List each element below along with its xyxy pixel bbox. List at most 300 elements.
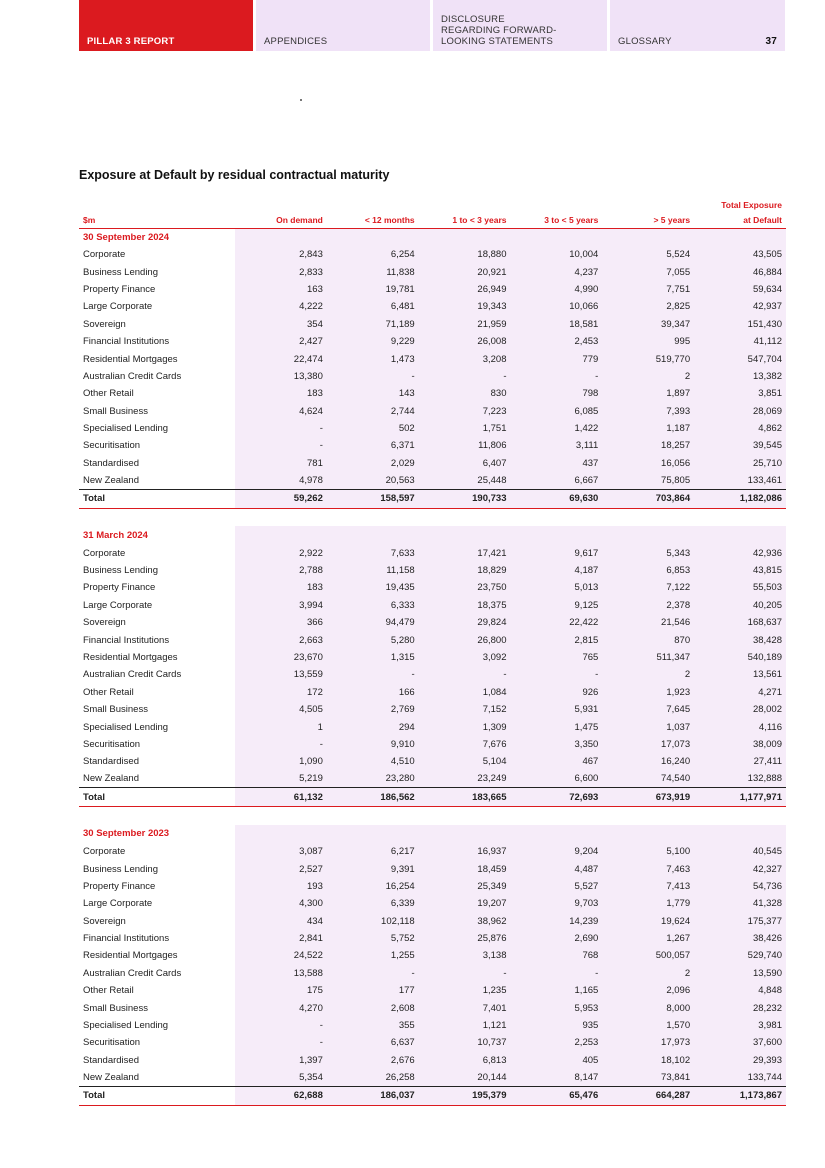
cell-value: 2,527 — [299, 863, 323, 875]
table-row — [79, 878, 786, 895]
table-row — [79, 420, 786, 437]
cell-value: 26,800 — [477, 634, 507, 646]
cell-value: 768 — [582, 950, 599, 962]
cell-value: 540,189 — [747, 652, 782, 663]
cell-value: - — [319, 1020, 323, 1032]
cell-value: 183 — [307, 582, 323, 594]
header-total-ead-line2: at Default — [694, 210, 786, 228]
cell-value: 20,921 — [477, 266, 507, 278]
row-label: Sovereign — [83, 318, 126, 330]
cell-value: 2,608 — [390, 1002, 415, 1014]
cell-value: 19,207 — [477, 898, 507, 910]
row-label: Sovereign — [83, 915, 126, 927]
cell-value: - — [411, 370, 415, 382]
cell-value: 10,004 — [569, 249, 599, 261]
cell-value: 163 — [307, 283, 323, 295]
cell-value: - — [503, 967, 507, 979]
cell-value: 18,257 — [661, 440, 691, 452]
cell-value: 5,524 — [666, 249, 691, 261]
cell-value: 18,581 — [569, 318, 599, 330]
cell-value: - — [411, 669, 415, 681]
section-spacer — [79, 508, 786, 526]
cell-value: 46,884 — [752, 266, 782, 278]
cell-value: 42,937 — [752, 301, 782, 313]
nav-tab-disclosure-forward-looking[interactable] — [433, 0, 607, 51]
total-row — [79, 1086, 786, 1105]
cell-value: 143 — [398, 388, 415, 400]
cell-value: 3,111 — [575, 440, 599, 452]
cell-value: 8,000 — [666, 1002, 691, 1014]
cell-value: 1,267 — [666, 933, 691, 945]
row-label: Specialised Lending — [83, 1020, 169, 1032]
exposure-table-container — [79, 196, 786, 1106]
cell-value: 175 — [307, 985, 323, 997]
cell-value: 1,121 — [482, 1020, 507, 1032]
row-label: Corporate — [83, 249, 126, 261]
page-title: Exposure at Default by residual contractual maturity — [79, 168, 390, 182]
cell-value: 11,158 — [386, 565, 415, 577]
cell-value: 765 — [582, 652, 599, 663]
row-label: Specialised Lending — [83, 423, 169, 435]
row-label: New Zealand — [83, 773, 139, 785]
cell-value: 4,510 — [390, 756, 415, 768]
cell-value: 511,347 — [656, 652, 691, 663]
row-label: Securitisation — [83, 1037, 141, 1049]
cell-value: 25,710 — [752, 457, 782, 469]
cell-value: 1,090 — [299, 756, 323, 768]
cell-value: 6,667 — [574, 475, 599, 487]
cell-value: 4,862 — [758, 423, 782, 435]
table-row — [79, 246, 786, 263]
row-label: Australian Credit Cards — [83, 370, 182, 382]
cell-value: 1,751 — [482, 423, 507, 435]
cell-value: 14,239 — [569, 915, 599, 927]
cell-value: 4,978 — [299, 475, 323, 487]
cell-value: 4,505 — [299, 704, 323, 716]
cell-value: 9,617 — [574, 547, 599, 559]
table-row — [79, 403, 786, 420]
cell-value: 5,219 — [299, 773, 323, 785]
table-row — [79, 263, 786, 280]
table-row — [79, 579, 786, 596]
nav-tab-appendices[interactable] — [256, 0, 430, 51]
table-row — [79, 718, 786, 735]
cell-value: 9,204 — [574, 846, 599, 858]
cell-value: 2,253 — [574, 1037, 599, 1049]
total-value: 664,287 — [602, 1086, 694, 1105]
cell-value: 23,249 — [477, 773, 507, 785]
cell-value: 2,833 — [299, 266, 323, 278]
cell-value: 42,936 — [752, 547, 782, 559]
cell-value: 38,428 — [752, 634, 782, 646]
cell-value: 10,066 — [569, 301, 599, 313]
cell-value: 21,546 — [661, 617, 691, 629]
table-row — [79, 982, 786, 999]
cell-value: 3,092 — [482, 652, 507, 663]
cell-value: 547,704 — [747, 353, 782, 365]
cell-value: 798 — [582, 388, 599, 400]
row-label: Large Corporate — [83, 599, 153, 611]
row-label: Standardised — [83, 457, 139, 469]
cell-value: 2,690 — [574, 933, 599, 945]
cell-value: 1,165 — [574, 985, 599, 997]
section-title: 31 March 2024 — [83, 529, 148, 541]
row-label: Property Finance — [83, 880, 156, 892]
cell-value: 22,474 — [293, 353, 323, 365]
cell-value: - — [319, 423, 323, 435]
cell-value: 1,309 — [482, 721, 507, 733]
cell-value: 11,838 — [386, 266, 415, 278]
cell-value: 133,744 — [747, 1071, 782, 1083]
cell-value: 5,354 — [299, 1071, 323, 1083]
total-value: 65,476 — [510, 1086, 602, 1105]
cell-value: 175,377 — [747, 915, 782, 927]
cell-value: 7,223 — [482, 405, 507, 417]
top-navigation — [79, 0, 785, 51]
cell-value: 151,430 — [747, 318, 782, 330]
nav-tab-label: PILLAR 3 REPORT — [87, 36, 175, 47]
cell-value: - — [411, 967, 415, 979]
cell-value: 6,339 — [390, 898, 415, 910]
cell-value: 183 — [307, 388, 323, 400]
cell-value: 55,503 — [752, 582, 782, 594]
cell-value: 94,479 — [385, 617, 415, 629]
cell-value: 4,848 — [758, 985, 782, 997]
cell-value: 29,824 — [477, 617, 507, 629]
cell-value: - — [595, 967, 599, 979]
cell-value: 2 — [684, 967, 691, 979]
cell-value: 4,116 — [758, 721, 782, 733]
cell-value: 25,876 — [477, 933, 507, 945]
row-label: Other Retail — [83, 985, 134, 997]
cell-value: 16,937 — [477, 846, 507, 858]
cell-value: 6,085 — [574, 405, 599, 417]
cell-value: 1,475 — [574, 721, 599, 733]
table-row — [79, 350, 786, 367]
table-row — [79, 947, 786, 964]
cell-value: 6,481 — [390, 301, 415, 313]
cell-value: 7,393 — [666, 405, 691, 417]
nav-tab-label: GLOSSARY — [618, 36, 672, 47]
cell-value: 19,781 — [385, 283, 415, 295]
total-value: 69,630 — [510, 489, 602, 508]
cell-value: 75,805 — [661, 475, 691, 487]
cell-value: 1 — [317, 721, 323, 733]
cell-value: 18,102 — [661, 1054, 691, 1066]
row-label: Residential Mortgages — [83, 353, 178, 365]
total-label: Total — [79, 489, 235, 508]
cell-value: 39,347 — [661, 318, 691, 330]
cell-value: 20,144 — [477, 1071, 507, 1083]
row-label: Small Business — [83, 1002, 148, 1014]
header-total-ead-line1: Total Exposure — [721, 200, 782, 210]
cell-value: 38,009 — [752, 738, 782, 750]
cell-value: 2,029 — [390, 457, 415, 469]
cell-value: 5,100 — [666, 846, 691, 858]
cell-value: 2,815 — [574, 634, 599, 646]
section-header-row — [79, 526, 786, 544]
table-row — [79, 860, 786, 877]
section-header-row — [79, 228, 786, 246]
cell-value: 5,013 — [574, 582, 599, 594]
cell-value: 8,147 — [574, 1071, 599, 1083]
header-1-to-3-years: 1 to < 3 years — [419, 210, 511, 228]
cell-value: 4,624 — [299, 405, 323, 417]
cell-value: 9,910 — [390, 738, 415, 750]
header-currency-unit: $m — [79, 210, 235, 228]
header-gt-5-years: > 5 years — [602, 210, 694, 228]
total-value: 59,262 — [235, 489, 327, 508]
header-lt-12-months: < 12 months — [327, 210, 419, 228]
row-label: Small Business — [83, 704, 148, 716]
cell-value: 7,413 — [666, 880, 691, 892]
cell-value: - — [319, 738, 323, 750]
row-label: Large Corporate — [83, 898, 153, 910]
cell-value: 1,473 — [390, 353, 415, 365]
cell-value: 40,545 — [752, 846, 782, 858]
row-label: New Zealand — [83, 475, 139, 487]
cell-value: 7,751 — [666, 283, 691, 295]
table-row — [79, 333, 786, 350]
cell-value: 25,349 — [477, 880, 507, 892]
cell-value: 4,270 — [299, 1002, 323, 1014]
row-label: New Zealand — [83, 1071, 139, 1083]
cell-value: 2 — [684, 370, 691, 382]
row-label: Other Retail — [83, 686, 134, 698]
cell-value: 38,962 — [477, 915, 507, 927]
total-value: 72,693 — [510, 788, 602, 807]
cell-value: 4,187 — [574, 565, 599, 577]
cell-value: 6,813 — [482, 1054, 507, 1066]
cell-value: 132,888 — [747, 773, 782, 785]
cell-value: 1,315 — [390, 652, 415, 663]
cell-value: 21,959 — [477, 318, 507, 330]
cell-value: 1,422 — [574, 423, 599, 435]
cell-value: 6,853 — [666, 565, 691, 577]
cell-value: 41,112 — [753, 336, 782, 348]
cell-value: 366 — [307, 617, 323, 629]
cell-value: 5,343 — [666, 547, 691, 559]
row-label: Specialised Lending — [83, 721, 169, 733]
cell-value: 43,815 — [752, 565, 782, 577]
cell-value: 26,949 — [477, 283, 507, 295]
cell-value: 1,397 — [299, 1054, 323, 1066]
total-value: 703,864 — [602, 489, 694, 508]
cell-value: 2,453 — [574, 336, 599, 348]
cell-value: 2,769 — [390, 704, 415, 716]
cell-value: 29,393 — [752, 1054, 782, 1066]
cell-value: 7,055 — [666, 266, 691, 278]
cell-value: 870 — [674, 634, 691, 646]
row-label: Property Finance — [83, 582, 156, 594]
cell-value: 3,851 — [758, 388, 782, 400]
row-label: Standardised — [83, 1054, 139, 1066]
total-value: 183,665 — [419, 788, 511, 807]
cell-value: 4,271 — [758, 686, 782, 698]
cell-value: 1,235 — [482, 985, 507, 997]
total-row — [79, 489, 786, 508]
row-label: Corporate — [83, 547, 126, 559]
cell-value: 467 — [582, 756, 599, 768]
table-row — [79, 666, 786, 683]
cell-value: 71,189 — [385, 318, 415, 330]
cell-value: 5,104 — [482, 756, 507, 768]
cell-value: 2,427 — [299, 336, 323, 348]
cell-value: 405 — [582, 1054, 599, 1066]
cell-value: 830 — [490, 388, 507, 400]
row-label: Securitisation — [83, 440, 141, 452]
cell-value: - — [503, 669, 507, 681]
section-title: 30 September 2023 — [83, 828, 170, 840]
cell-value: 18,459 — [477, 863, 507, 875]
cell-value: 354 — [307, 318, 323, 330]
cell-value: 13,559 — [293, 669, 323, 681]
table-row — [79, 930, 786, 947]
cell-value: 2,841 — [299, 933, 323, 945]
cell-value: 5,953 — [574, 1002, 599, 1014]
table-row — [79, 614, 786, 631]
cell-value: 23,670 — [293, 652, 323, 663]
cell-value: 1,255 — [390, 950, 415, 962]
table-row — [79, 455, 786, 472]
table-row — [79, 631, 786, 648]
total-value: 186,037 — [327, 1086, 419, 1105]
cell-value: 3,994 — [299, 599, 323, 611]
cell-value: 4,237 — [574, 266, 599, 278]
cell-value: 779 — [582, 353, 599, 365]
cell-value: 6,371 — [390, 440, 415, 452]
cell-value: 13,561 — [752, 669, 782, 681]
cell-value: 39,545 — [752, 440, 782, 452]
cell-value: 26,258 — [385, 1071, 415, 1083]
cell-value: 74,540 — [661, 773, 691, 785]
table-row — [79, 281, 786, 298]
table-row — [79, 753, 786, 770]
table-row — [79, 368, 786, 385]
cell-value: 6,217 — [390, 846, 415, 858]
cell-value: 500,057 — [655, 950, 691, 962]
cell-value: 1,570 — [666, 1020, 691, 1032]
cell-value: 38,426 — [752, 933, 782, 945]
cell-value: 7,401 — [482, 1002, 507, 1014]
section-spacer — [79, 807, 786, 825]
cell-value: 168,637 — [747, 617, 782, 629]
cell-value: 3,981 — [758, 1020, 782, 1032]
cell-value: 6,637 — [390, 1037, 415, 1049]
cell-value: 3,350 — [574, 738, 599, 750]
cell-value: 17,421 — [477, 547, 507, 559]
cell-value: 5,527 — [574, 880, 599, 892]
cell-value: 9,229 — [390, 336, 415, 348]
row-label: Australian Credit Cards — [83, 967, 182, 979]
table-row — [79, 1034, 786, 1051]
total-label: Total — [79, 788, 235, 807]
cell-value: 16,240 — [661, 756, 691, 768]
cell-value: 28,002 — [752, 704, 782, 716]
row-label: Financial Institutions — [83, 634, 170, 646]
cell-value: 529,740 — [747, 950, 782, 962]
section-header-row — [79, 825, 786, 843]
cell-value: 6,600 — [574, 773, 599, 785]
cell-value: 177 — [398, 985, 415, 997]
cell-value: 20,563 — [385, 475, 415, 487]
cell-value: 434 — [307, 915, 323, 927]
table-row — [79, 1052, 786, 1069]
row-label: Sovereign — [83, 617, 126, 629]
cell-value: 18,375 — [477, 599, 507, 611]
stray-dot — [300, 99, 302, 101]
table-row — [79, 684, 786, 701]
header-on-demand: On demand — [235, 210, 327, 228]
total-value: 195,379 — [419, 1086, 511, 1105]
cell-value: 17,973 — [661, 1037, 691, 1049]
cell-value: 9,391 — [390, 863, 415, 875]
nav-tab-glossary[interactable] — [610, 0, 785, 51]
cell-value: 2,788 — [299, 565, 323, 577]
cell-value: 3,208 — [482, 353, 507, 365]
row-label: Corporate — [83, 846, 126, 858]
cell-value: 3,138 — [482, 950, 507, 962]
cell-value: 27,411 — [753, 756, 782, 768]
nav-tab-pillar-3-report[interactable] — [79, 0, 253, 51]
table-row — [79, 965, 786, 982]
cell-value: 2,744 — [390, 405, 415, 417]
cell-value: 28,069 — [752, 405, 782, 417]
total-value: 190,733 — [419, 489, 511, 508]
cell-value: 1,037 — [666, 721, 691, 733]
nav-tab-label: DISCLOSURE REGARDING FORWARD- LOOKING STATEMENTS — [441, 14, 557, 47]
cell-value: 2 — [684, 669, 691, 681]
total-value: 186,562 — [327, 788, 419, 807]
cell-value: 102,118 — [381, 915, 415, 927]
cell-value: 9,125 — [574, 599, 599, 611]
row-label: Australian Credit Cards — [83, 669, 182, 681]
total-label: Total — [79, 1086, 235, 1105]
cell-value: 4,300 — [299, 898, 323, 910]
table-row — [79, 1069, 786, 1086]
cell-value: 1,779 — [666, 898, 691, 910]
cell-value: 935 — [582, 1020, 599, 1032]
cell-value: 519,770 — [655, 353, 691, 365]
table-row — [79, 544, 786, 561]
section-title: 30 September 2024 — [83, 231, 170, 243]
cell-value: 10,737 — [477, 1037, 507, 1049]
table-row — [79, 1017, 786, 1034]
cell-value: 43,505 — [752, 249, 782, 261]
cell-value: 5,931 — [574, 704, 599, 716]
cell-value: 926 — [582, 686, 599, 698]
cell-value: 17,073 — [661, 738, 691, 750]
table-row — [79, 437, 786, 454]
cell-value: 7,463 — [666, 863, 691, 875]
cell-value: 1,187 — [666, 423, 691, 435]
table-row — [79, 316, 786, 333]
cell-value: 13,588 — [293, 967, 323, 979]
cell-value: 6,333 — [390, 599, 415, 611]
row-label: Standardised — [83, 756, 139, 768]
cell-value: 24,522 — [293, 950, 323, 962]
cell-value: 7,152 — [482, 704, 507, 716]
cell-value: - — [319, 440, 323, 452]
total-value: 62,688 — [235, 1086, 327, 1105]
cell-value: 16,056 — [661, 457, 691, 469]
cell-value: 2,676 — [390, 1054, 415, 1066]
cell-value: 781 — [307, 457, 323, 469]
total-row — [79, 788, 786, 807]
table-row — [79, 701, 786, 718]
row-label: Business Lending — [83, 565, 158, 577]
total-value: 61,132 — [235, 788, 327, 807]
